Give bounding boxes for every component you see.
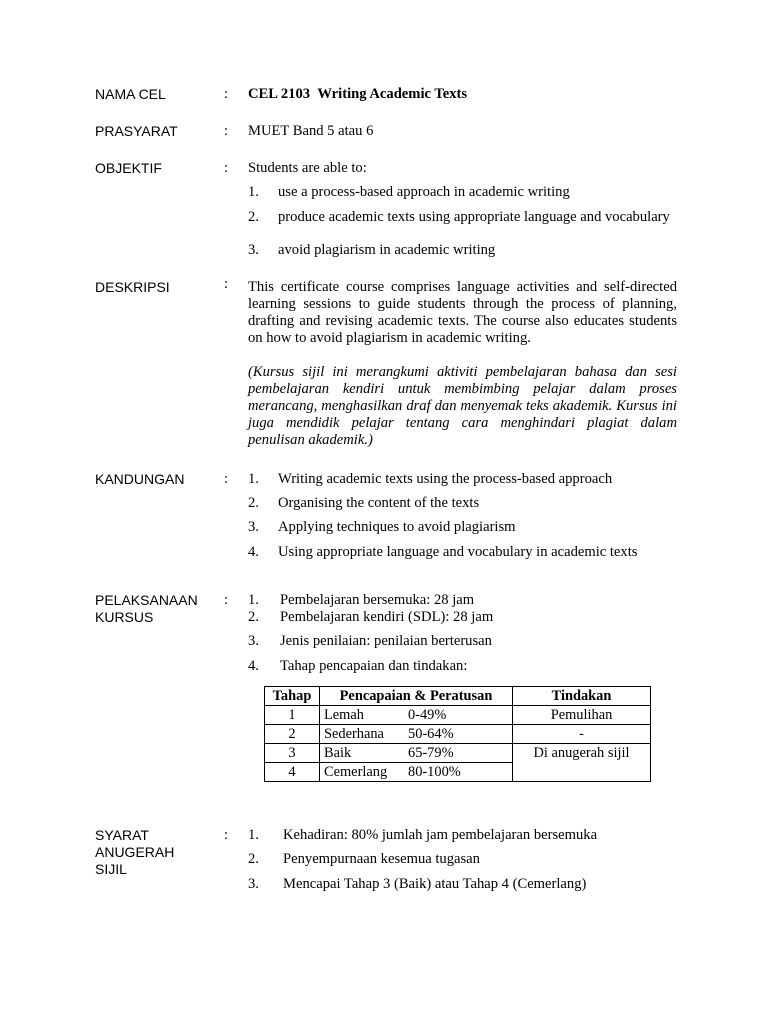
cell-tindakan: -: [513, 725, 651, 744]
course-title: [248, 86, 677, 103]
cell-tindakan: Pemulihan: [513, 706, 651, 725]
syarat-label: SYARAT ANUGERAH SIJIL: [95, 827, 175, 877]
list-number: 3.: [248, 633, 259, 649]
kandungan-item-text: Using appropriate language and vocabulary in academic texts: [278, 544, 638, 560]
table-row: [265, 725, 651, 744]
list-number: 1.: [248, 184, 259, 200]
kandungan-label: KANDUNGAN: [95, 471, 185, 487]
nama-cel-colon: :: [224, 86, 229, 102]
list-number: 1.: [248, 471, 259, 487]
objektif-item-text: use a process-based approach in academic writing: [278, 184, 570, 200]
list-number: 3.: [248, 242, 259, 258]
syarat-colon: :: [224, 827, 229, 843]
list-number: 1.: [248, 592, 259, 608]
cell-pencapaian: Cemerlang: [320, 763, 405, 782]
prasyarat-label: PRASYARAT: [95, 123, 178, 139]
objektif-item-text: avoid plagiarism in academic writing: [278, 242, 496, 258]
header-pencapaian: Pencapaian & Peratusan: [320, 687, 513, 706]
objektif-item-text: produce academic texts using appropriate language and vocabulary: [278, 209, 670, 225]
deskripsi-english: This certificate course comprises language activities and self-directed learning sessions to guide students through the process of planning, drafting and revising academic texts. The course also educates students on how to avoid plagiarism in academic writing.: [248, 279, 677, 346]
nama-cel-label: NAMA CEL: [95, 86, 166, 102]
tahap-table: [264, 686, 651, 782]
pelaksanaan-item-text: Jenis penilaian: penilaian berterusan: [280, 633, 492, 649]
syarat-item-text: Penyempurnaan kesemua tugasan: [283, 851, 480, 867]
pelaksanaan-label: PELAKSANAAN KURSUS: [95, 592, 198, 625]
syarat-item-text: Kehadiran: 80% jumlah jam pembelajaran bersemuka: [283, 827, 598, 843]
kandungan-item-text: Applying techniques to avoid plagiarism: [278, 519, 516, 535]
list-number: 2.: [248, 209, 259, 225]
kandungan-item-text: Organising the content of the texts: [278, 495, 480, 511]
cell-peratusan: 50-64%: [404, 725, 513, 744]
cell-tindakan: [513, 763, 651, 782]
list-number: 4.: [248, 544, 259, 560]
cell-pencapaian: Lemah: [320, 706, 405, 725]
table-row: [265, 744, 651, 763]
objektif-label: OBJEKTIF: [95, 160, 162, 176]
deskripsi-colon: :: [224, 276, 229, 292]
table-row: [265, 763, 651, 782]
cell-tindakan: Di anugerah sijil: [513, 744, 651, 763]
course-name: Writing Academic Texts: [317, 86, 468, 102]
cell-tahap: 2: [265, 725, 320, 744]
cell-peratusan: 65-79%: [404, 744, 513, 763]
prasyarat-colon: :: [224, 123, 229, 139]
header-tahap: Tahap: [265, 687, 320, 706]
cell-tahap: 4: [265, 763, 320, 782]
header-tindakan: Tindakan: [513, 687, 651, 706]
list-number: 1.: [248, 827, 259, 843]
list-number: 3.: [248, 519, 259, 535]
list-number: 2.: [248, 851, 259, 867]
kandungan-item-text: Writing academic texts using the process-based approach: [278, 471, 613, 487]
pelaksanaan-item-text: Pembelajaran kendiri (SDL): 28 jam: [280, 609, 494, 625]
cell-peratusan: 0-49%: [404, 706, 513, 725]
syarat-item-text: Mencapai Tahap 3 (Baik) atau Tahap 4 (Cemerlang): [283, 876, 587, 892]
kandungan-colon: :: [224, 471, 229, 487]
cell-tahap: 1: [265, 706, 320, 725]
deskripsi-label: DESKRIPSI: [95, 279, 170, 295]
objektif-colon: :: [224, 160, 229, 176]
cell-peratusan: 80-100%: [404, 763, 513, 782]
pelaksanaan-colon: :: [224, 592, 229, 608]
cell-pencapaian: Baik: [320, 744, 405, 763]
objektif-intro: Students are able to:: [248, 160, 367, 176]
list-number: 3.: [248, 876, 259, 892]
table-header-row: [265, 687, 651, 706]
table-row: [265, 706, 651, 725]
deskripsi-malay: (Kursus sijil ini merangkumi aktiviti pembelajaran bahasa dan sesi pembelajaran kendiri untuk membimbing pelajar dalam proses merancang, menghasilkan draf dan menyemak teks akademik. Kursus ini juga mendidik pelajar tentang cara menghindari plagiat dalam penulisan akademik.): [248, 364, 677, 448]
prasyarat-value: MUET Band 5 atau 6: [248, 123, 374, 139]
course-code: CEL 2103: [248, 86, 311, 102]
pelaksanaan-item-text: Tahap pencapaian dan tindakan:: [280, 658, 468, 674]
cell-pencapaian: Sederhana: [320, 725, 405, 744]
cell-tahap: 3: [265, 744, 320, 763]
list-number: 2.: [248, 495, 259, 511]
list-number: 4.: [248, 658, 259, 674]
pelaksanaan-item-text: Pembelajaran bersemuka: 28 jam: [280, 592, 475, 608]
list-number: 2.: [248, 609, 259, 625]
